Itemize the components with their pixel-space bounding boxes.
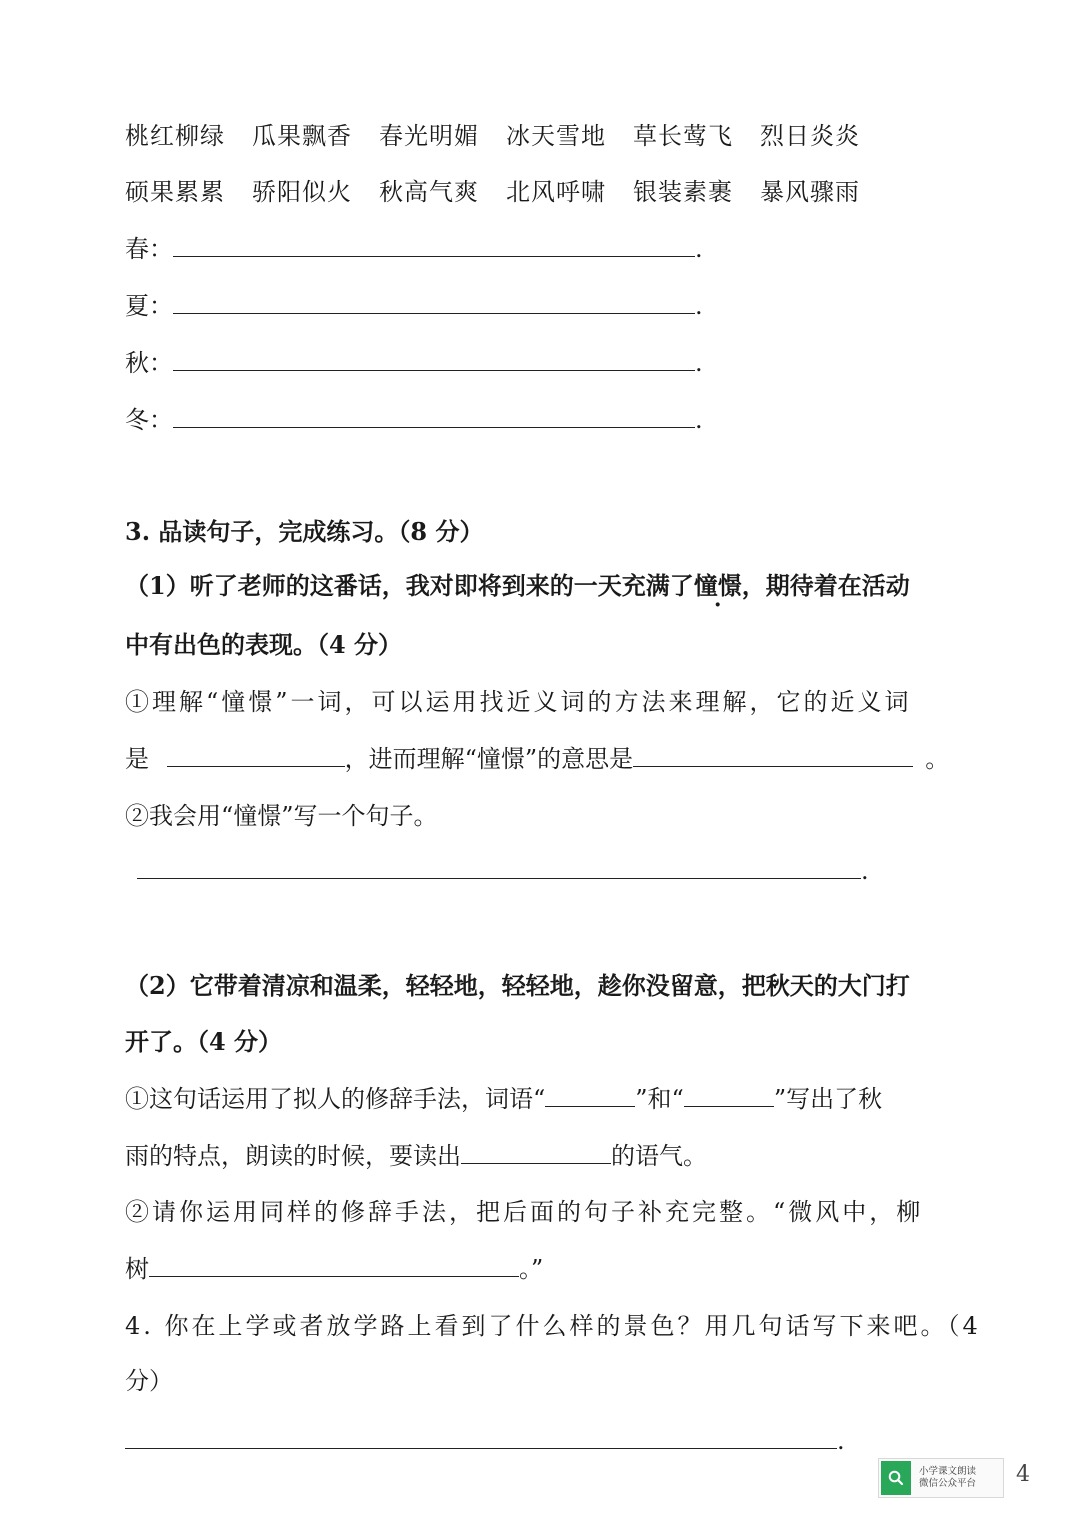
text: ①这句话运用了拟人的修辞手法，词语“	[125, 1085, 546, 1113]
line-period: .	[837, 1427, 845, 1455]
question-4-line-2: 分）	[125, 1367, 173, 1395]
q3-sub3-line-1	[125, 1079, 882, 1114]
idiom: 秋高气爽	[379, 178, 479, 206]
wechat-watermark	[878, 1458, 1004, 1498]
question-4-line-1: 4. 你在上学或者放学路上看到了什么样的景色？用几句话写下来吧。（4	[125, 1312, 981, 1340]
q4-answer-line	[125, 1427, 845, 1455]
q3-passage-1-line-1	[125, 566, 910, 601]
completion-blank[interactable]	[149, 1275, 519, 1277]
word-blank-2[interactable]	[684, 1105, 774, 1107]
text: 树	[125, 1255, 149, 1283]
season-label: 夏：	[125, 292, 173, 320]
word-blank-1[interactable]	[545, 1105, 635, 1107]
season-line-winter	[125, 400, 703, 435]
idiom: 暴风骤雨	[760, 178, 860, 206]
search-icon	[881, 1461, 911, 1495]
sentence-blank[interactable]	[137, 877, 861, 879]
meaning-blank[interactable]	[633, 765, 913, 767]
line-period: .	[861, 857, 869, 885]
text: 。”	[519, 1255, 544, 1283]
season-line-spring	[125, 229, 703, 264]
line-period: .	[695, 349, 703, 377]
q3-sub3-line-2	[125, 1136, 707, 1171]
q3-passage-2-line-2: 开了。（4 分）	[125, 1027, 283, 1056]
idiom: 桃红柳绿	[125, 122, 225, 150]
idiom: 银装素裹	[633, 178, 733, 206]
q3-sub1-line-1: ①理解“憧憬”一词，可以运用找近义词的方法来理解，它的近义词	[125, 688, 912, 716]
idiom: 春光明媚	[379, 122, 479, 150]
idiom: 骄阳似火	[252, 178, 352, 206]
text: 的语气。	[611, 1142, 707, 1170]
idiom: 冰天雪地	[506, 122, 606, 150]
idiom: 北风呼啸	[506, 178, 606, 206]
line-period: .	[695, 235, 703, 263]
q3-passage-1-line-2: 中有出色的表现。（4 分）	[125, 630, 403, 659]
idiom: 瓜果飘香	[252, 122, 352, 150]
text: 雨的特点，朗读的时候，要读出	[125, 1142, 461, 1170]
answer-blank[interactable]	[173, 312, 695, 314]
text: ”和“	[635, 1085, 684, 1113]
season-label: 秋：	[125, 349, 173, 377]
q3-sub4-line-2	[125, 1249, 543, 1284]
text: ，进而理解“憧憬”的意思是	[344, 745, 634, 773]
watermark-line-1: 小学课文朗读	[919, 1466, 977, 1477]
emphasized-word: 憧憬	[693, 571, 742, 600]
answer-blank[interactable]	[125, 1447, 837, 1449]
season-line-summer	[125, 286, 703, 321]
idiom: 草长莺飞	[633, 122, 733, 150]
q3-sub4-line-1: ②请你运用同样的修辞手法，把后面的句子补充完整。“微风中，柳	[125, 1198, 924, 1226]
season-label: 春：	[125, 235, 173, 263]
season-label: 冬：	[125, 406, 173, 434]
answer-blank[interactable]	[173, 369, 695, 371]
answer-blank[interactable]	[173, 426, 695, 428]
tone-blank[interactable]	[461, 1162, 611, 1164]
idiom: 硕果累累	[125, 178, 225, 206]
q3-sentence-line	[137, 857, 869, 885]
passage-text: ，期待着在活动	[741, 571, 910, 600]
question-3-title: 3. 品读句子，完成练习。（8 分）	[125, 517, 484, 546]
answer-blank[interactable]	[173, 255, 695, 257]
text: 。	[925, 745, 950, 773]
synonym-blank[interactable]	[167, 765, 345, 767]
watermark-line-2: 微信公众平台	[919, 1478, 977, 1489]
page-number: 4	[1016, 1462, 1030, 1487]
q3-sub2: ②我会用“憧憬”写一个句子。	[125, 802, 438, 830]
text: 是	[125, 745, 149, 773]
passage-text: （1）听了老师的这番话，我对即将到来的一天充满了	[125, 571, 694, 600]
q3-sub1-line-2	[125, 739, 949, 774]
line-period: .	[695, 406, 703, 434]
watermark-text	[919, 1466, 976, 1490]
idiom: 烈日炎炎	[760, 122, 860, 150]
q3-passage-2-line-1: （2）它带着清凉和温柔，轻轻地，轻轻地，趁你没留意，把秋天的大门打	[125, 971, 910, 1000]
text: ”写出了秋	[773, 1085, 883, 1113]
line-period: .	[695, 292, 703, 320]
season-line-autumn	[125, 343, 703, 378]
